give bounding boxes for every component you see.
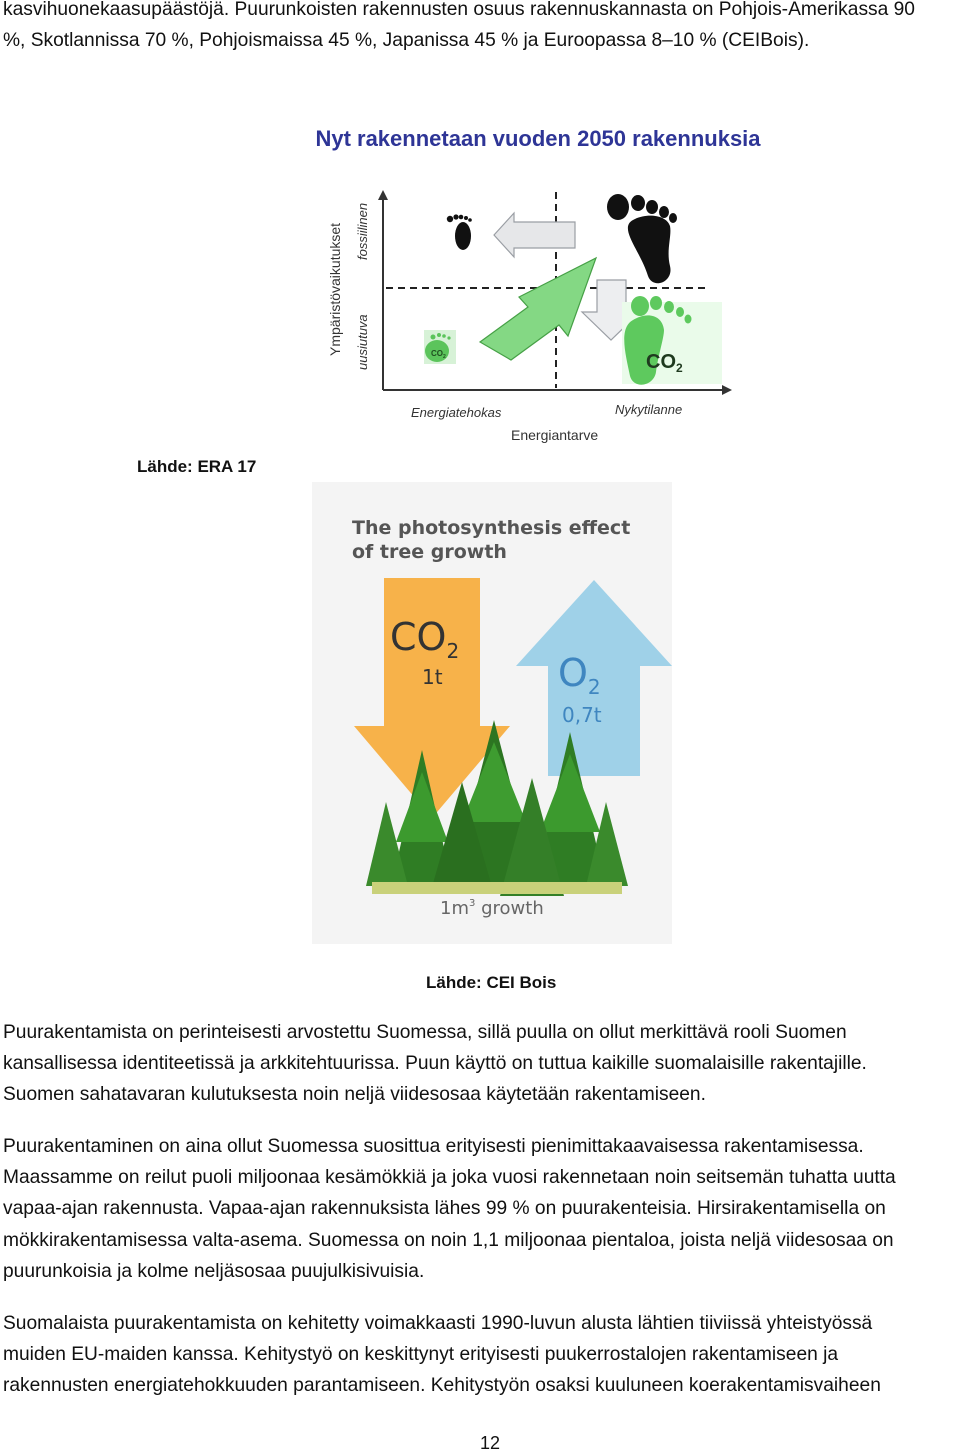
co2-label: $CO_2$ [390,615,460,663]
figure1-title: Nyt rakennetaan vuoden 2050 rakennuksia [315,126,761,151]
body-paragraph-1 [3,1017,960,1111]
figure1-caption: Lähde: ERA 17 [137,457,257,476]
text-line: Puurakentaminen on aina ollut Suomessa suosittua erityisesti pienimittakaavaisessa rakentamisessa. [3,1136,864,1157]
x-axis-left-label: Energiatehokas [411,405,502,420]
svg-text:CO2: $CO_2$ [646,351,683,375]
small-green-footprint-icon [424,330,456,364]
text-line: Suomen sahatavaran kulutuksesta noin neljä viidesosaa käytetään rakentamiseen. [3,1084,706,1106]
svg-text:CO2: $CO_2$ [431,349,446,360]
large-green-footprint-icon [622,296,722,385]
intro-paragraph [3,0,960,56]
text-line: %, Skotlannissa 70 %, Pohjoismaissa 45 %, Japanissa 45 % ja Euroopassa 8–10 % (CEIBois). [3,30,810,52]
figure2-title-line1: The photosynthesis effect [352,517,631,539]
figure2-title-line2: of tree growth [352,541,507,563]
text-line: puurunkoisia ja kolme neljäsosaa puujulkisivuisia. [3,1260,425,1282]
left-gray-arrow-icon [494,213,575,257]
figure2-photosynthesis-image [312,482,672,944]
text-line: Suomalaista puurakentamista on kehitetty voimakkaasti 1990-luvun alusta lähtien tiiviissä yhteistyössä [3,1313,873,1334]
y-axis-top-label: fossiilinen [355,202,370,260]
page-number: 12 [479,1433,501,1453]
y-axis-bottom-label: uusiutuva [355,314,370,370]
green-diagonal-arrow-icon [480,258,596,360]
x-axis-label: Energiantarve [511,427,599,443]
text-line: muiden EU-maiden kanssa. Kehitystyö on keskittynyt erityisesti puukerrostalojen rakentamiseen ja [3,1344,839,1366]
body-paragraph-3 [3,1308,960,1402]
x-axis-right-label: Nykytilanne [615,402,683,417]
growth-label: $1m^3$ growth [440,898,544,919]
text-line: Puurakentamista on perinteisesti arvostettu Suomessa, sillä puulla on ollut merkittävä rooli Suomen [3,1022,847,1043]
co2-amount: 1t [422,665,443,689]
text-line: kansallisessa identiteetissä ja arkkitehtuurissa. Puun käyttö on tuttua kaikille suomalaisille rakentajille. [3,1053,867,1075]
text-line: rakennusten energiatehokkuuden parantamiseen. Kehitystyön osaksi kuuluneen koerakentamisvaiheen [3,1375,881,1397]
text-line: kasvihuonekaasupäästöjä. Puurunkoisten rakennusten osuus rakennuskannasta on Pohjois-Amerikassa 90 [3,0,915,20]
small-black-footprint-icon [447,214,472,250]
o2-amount: 0,7t [562,703,602,727]
text-line: vapaa-ajan rakennusta. Vapaa-ajan rakennuksista lähes 99 % on puurakenteisia. Hirsirakentamisella on [3,1198,886,1220]
o2-label: $O_2$ [558,651,601,699]
figure2-caption: Lähde: CEI Bois [426,973,557,992]
y-axis-label: Ympäristövaikutukset [327,222,343,356]
text-line: mökkirakentamisessa valta-asema. Suomessa on noin 1,1 miljoonaa pientaloa, joista neljä viidesosaa on [3,1229,894,1251]
text-line: Maassamme on reilut puoli miljoonaa kesämökkiä ja joka vuosi rakennetaan noin seitsemän tuhatta uutta [3,1167,896,1189]
body-paragraph-2 [3,1131,960,1287]
large-black-footprint-icon [607,194,677,283]
